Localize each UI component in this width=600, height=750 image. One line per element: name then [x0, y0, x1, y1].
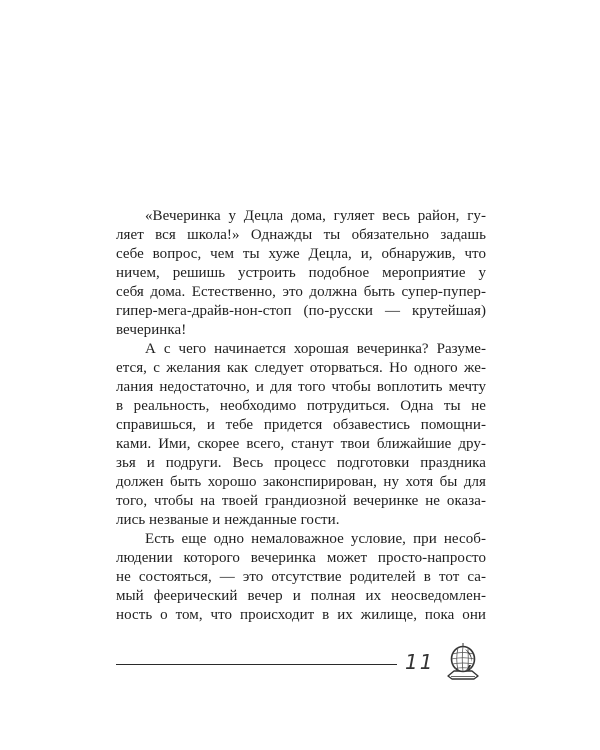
page-number: 11 [405, 650, 435, 674]
text-line: Есть еще одно немаловажное условие, при несоб- [145, 531, 486, 547]
text-line: себя дома. Естественно, это должна быть супер-пупер- [116, 284, 486, 300]
text-line: себе вопрос, чем ты хуже Децла, и, обнаружив, что [116, 246, 486, 262]
disco-ball-icon [441, 640, 485, 684]
text-line: должен быть хорошо законспирирован, ну хотя бы для [116, 474, 486, 490]
text-line: ляет вся школа!» Однажды ты обязательно задашь [116, 227, 486, 243]
text-line: А с чего начинается хорошая вечеринка? Разуме- [145, 341, 486, 357]
text-line: справишься, и тебе придется обзавестись помощни- [116, 417, 486, 433]
text-line: людении которого вечеринка может просто-напросто [116, 550, 486, 566]
text-line: в реальность, необходимо потрудиться. Одна ты не [116, 398, 486, 414]
text-line: ками. Ими, скорее всего, станут твои ближайшие дру- [116, 436, 486, 452]
text-line: зья и подруги. Весь процесс подготовки праздника [116, 455, 486, 471]
text-line: «Вечеринка у Децла дома, гуляет весь район, гу- [145, 208, 486, 224]
text-line: лания недостаточно, и для того чтобы воплотить мечту [116, 379, 486, 395]
text-line: ется, с желания как следует оторваться. Но одного же- [116, 360, 486, 376]
text-line: не состояться, — это отсутствие родителей в тот са- [116, 569, 486, 585]
text-line: того, чтобы на твоей грандиозной вечеринке не оказа- [116, 493, 486, 509]
text-line: ничем, решишь устроить подобное мероприятие у [116, 265, 486, 281]
text-line: мый феерический вечер и полная их неосведомлен- [116, 588, 486, 604]
text-line: гипер-мега-драйв-нон-стоп (по-русски — крутейшая) [116, 303, 486, 319]
body-text [116, 207, 486, 625]
footer-rule [116, 664, 397, 665]
text-line: ность о том, что происходит в их жилище, пока они [116, 607, 486, 623]
text-line: лись незваные и нежданные гости. [116, 512, 340, 528]
text-line: вечеринка! [116, 322, 187, 338]
